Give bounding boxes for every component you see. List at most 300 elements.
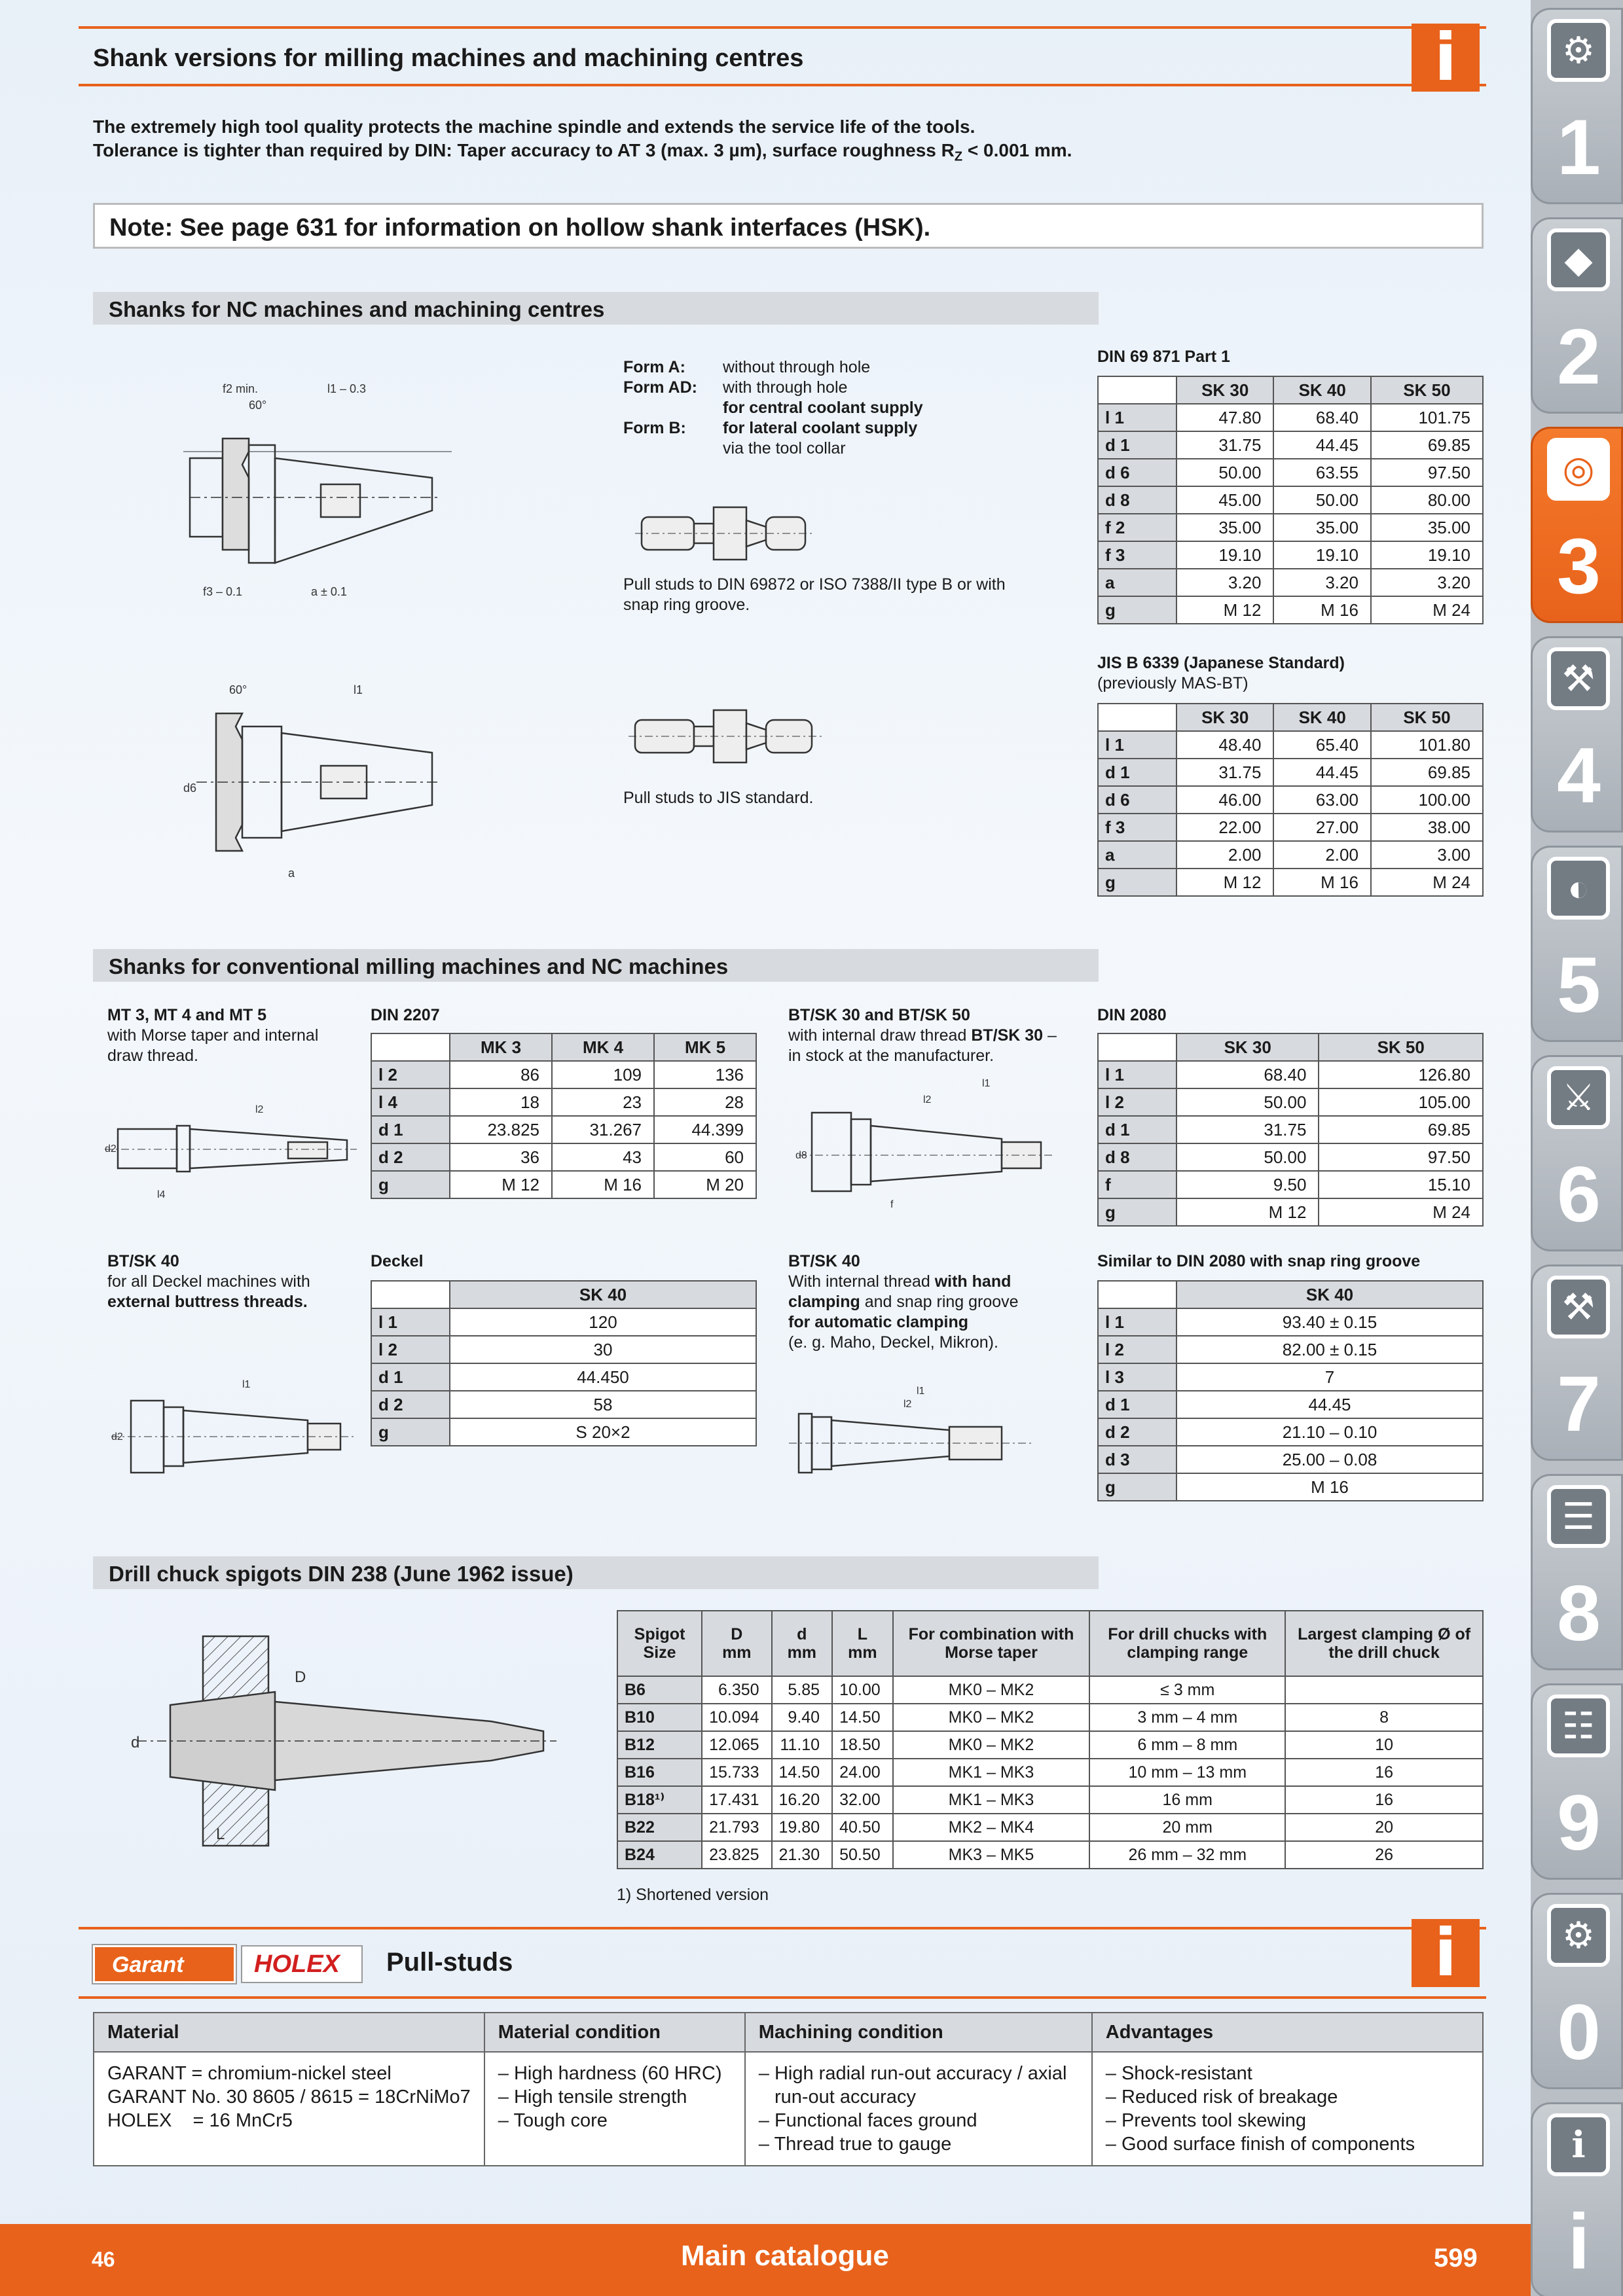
row-label: g (371, 1418, 450, 1446)
mt-desc: with Morse taper and internal draw thread. (107, 1026, 319, 1065)
cell-value: MK0 – MK2 (893, 1676, 1090, 1704)
hsk-note: Note: See page 631 for information on hollow shank interfaces (HSK). (93, 203, 1484, 249)
cell-value (1285, 1676, 1483, 1704)
cell-value: 3.00 (1371, 841, 1483, 869)
row-label: l 4 (371, 1088, 450, 1116)
cell-value: 36 (450, 1143, 552, 1171)
pull-studs-din-note: Pull studs to DIN 69872 or ISO 7388/II type B or with snap ring groove. (623, 575, 1006, 614)
row-label: g (1098, 869, 1176, 896)
cell-value: 21.793 (702, 1814, 771, 1841)
chapter-9-icon: ☷ (1547, 1695, 1610, 1757)
header-bottom-rule (79, 84, 1486, 86)
cell-value: M 12 (1176, 1198, 1319, 1226)
row-label: l 1 (1098, 731, 1176, 759)
list-line: – High hardness (60 HRC) (498, 2063, 722, 2084)
drill-header: D mm (702, 1611, 771, 1676)
cell-value: 16 (1285, 1759, 1483, 1786)
drawing-bt40-hand (786, 1381, 1034, 1499)
row-label: g (1098, 1473, 1176, 1501)
page-footer (0, 2224, 1531, 2296)
svg-text:a ± 0.1: a ± 0.1 (311, 585, 347, 598)
chapter-8-icon: ☰ (1547, 1485, 1610, 1548)
cell-value: 6.350 (702, 1676, 771, 1704)
spigot-size: B24 (617, 1841, 702, 1869)
chapter-2-icon: ◆ (1547, 228, 1610, 291)
bt30-desc: with internal draw thread BT/SK 30 – in stock at the manufacturer. (788, 1026, 1057, 1065)
cell-value: 45.00 (1176, 486, 1273, 514)
drill-spigot-row (617, 1676, 1483, 1704)
cell-value: MK0 – MK2 (893, 1704, 1090, 1731)
cell-value: 19.80 (772, 1814, 833, 1841)
cell-value: 69.85 (1371, 759, 1483, 786)
spigot-size: B16 (617, 1759, 702, 1786)
cell-value: 9.50 (1176, 1171, 1319, 1198)
snap-ring-table: SK 40 l 1 93.40 ± 0.15 l 2 82.00 ± 0.15 l 3 7 d 1 44.45 d 2 21.10 – 0.10 d 3 25.00 – 0.08 g M 16 (1097, 1280, 1484, 1501)
page-number-right: 599 (1434, 2244, 1478, 2272)
intro-text (93, 115, 1072, 169)
snap-ring-title: Similar to DIN 2080 with snap ring groove (1097, 1252, 1421, 1270)
cell-value: 20 mm (1089, 1814, 1285, 1841)
chapter-tab-3[interactable] (1531, 427, 1623, 623)
chapter-1-icon: ⚙ (1547, 19, 1610, 82)
snap-ring-row (1098, 1308, 1483, 1336)
din2080-row (1098, 1116, 1483, 1143)
bt40-hand-block (788, 1251, 1076, 1353)
cell-value: 28 (654, 1088, 756, 1116)
cell-value: 47.80 (1176, 404, 1273, 431)
chapter-tab-0[interactable] (1531, 1893, 1623, 2089)
row-label: d 2 (371, 1391, 450, 1418)
din2080-table: SK 30 SK 50 l 1 68.40 126.80 l 2 50.00 105.00 d 1 31.75 69.85 d 8 50.00 97.50 f 9.50 15.10 g M 12 M 24 (1097, 1033, 1484, 1227)
garant-logo: Garant (93, 1945, 236, 1983)
row-label: d 8 (1098, 1143, 1176, 1171)
list-line: – High radial run-out accuracy / axial (758, 2063, 1067, 2084)
cell-value: 23.825 (450, 1116, 552, 1143)
row-label: f 3 (1098, 541, 1176, 569)
cell-value: 50.00 (1176, 1088, 1319, 1116)
cell-value: 44.399 (654, 1116, 756, 1143)
chapter-tab-4[interactable] (1531, 636, 1623, 833)
bt40-deckel-desc-bold: external buttress threads. (107, 1293, 308, 1311)
row-label: d 6 (1098, 786, 1176, 814)
svg-text:l2: l2 (923, 1094, 932, 1105)
drill-spigot-row (617, 1759, 1483, 1786)
row-label: g (371, 1171, 450, 1198)
row-label: l 1 (1098, 1061, 1176, 1088)
cell-value: 86 (450, 1061, 552, 1088)
cell-value: 5.85 (772, 1676, 833, 1704)
drill-spigot-row (617, 1841, 1483, 1869)
cell-value: 48.40 (1176, 731, 1273, 759)
cell-value: 31.75 (1176, 431, 1273, 459)
cell-value: 32.00 (832, 1786, 893, 1814)
footer-title: Main catalogue (681, 2240, 889, 2272)
jis-row (1098, 731, 1483, 759)
section-drill-chuck-spigots: Drill chuck spigots DIN 238 (June 1962 issue) (93, 1556, 1099, 1589)
cell-value: 16 (1285, 1786, 1483, 1814)
din2207-row (371, 1116, 756, 1143)
drill-footnote: 1) Shortened version (617, 1886, 769, 1904)
snap-ring-row (1098, 1391, 1483, 1418)
cell-value: 93.40 ± 0.15 (1176, 1308, 1483, 1336)
row-label: d 8 (1098, 486, 1176, 514)
row-label: d 1 (1098, 1391, 1176, 1418)
cell-value: 2.00 (1273, 841, 1370, 869)
drill-header: Largest clamping Ø of the drill chuck (1285, 1611, 1483, 1676)
pull-stud-drawing-1 (635, 497, 812, 569)
cell-value: 50.00 (1273, 486, 1370, 514)
svg-text:L: L (216, 1825, 225, 1843)
row-label: d 1 (1098, 1116, 1176, 1143)
drawing-drill-spigot (98, 1623, 570, 1872)
din2080-row (1098, 1171, 1483, 1198)
cell-value: 16.20 (772, 1786, 833, 1814)
cell-value: 11.10 (772, 1731, 833, 1759)
jis-row (1098, 841, 1483, 869)
cell-value: 69.85 (1371, 431, 1483, 459)
chapter-number: 7 (1557, 1360, 1601, 1448)
din2080-title: DIN 2080 (1097, 1006, 1167, 1024)
din2207-row (371, 1143, 756, 1171)
chapter-number: 1 (1557, 103, 1601, 191)
cell-value: 7 (1176, 1363, 1483, 1391)
svg-text:d8: d8 (795, 1150, 807, 1161)
cell-value: 82.00 ± 0.15 (1176, 1336, 1483, 1363)
cell-value: 2.00 (1176, 841, 1273, 869)
cell-value: 10.094 (702, 1704, 771, 1731)
svg-text:f2 min.: f2 min. (223, 382, 259, 395)
drawing-din69871-shank (151, 373, 452, 609)
snap-ring-row (1098, 1473, 1483, 1501)
cell-value: 35.00 (1176, 514, 1273, 541)
row-label: f (1098, 1171, 1176, 1198)
cell-value: 3.20 (1371, 569, 1483, 596)
cell-value: 18.50 (832, 1731, 893, 1759)
snap-ring-row (1098, 1446, 1483, 1473)
deckel-title: Deckel (371, 1252, 424, 1270)
din69871-row (1098, 514, 1483, 541)
cell-value: 10 (1285, 1731, 1483, 1759)
list-line: – Reduced risk of breakage (1105, 2087, 1338, 2108)
row-label: l 2 (371, 1061, 450, 1088)
svg-text:l2: l2 (903, 1399, 912, 1410)
din69871-table: SK 30 SK 40 SK 50 l 1 47.80 68.40 101.75 d 1 31.75 44.45 69.85 d 6 50.00 63.55 97.50 d 8 45.00 50.00 80.00 f 2 35.00 35.00 35.00 f 3 19.10 19.10 19.10 a 3.20 3.20 3.20 g M 12 M 16 M 24 (1097, 376, 1484, 624)
list-line: GARANT = chromium-nickel steel (107, 2063, 392, 2084)
form-ad-desc: for central coolant supply (723, 399, 923, 417)
cell-value: 35.00 (1273, 514, 1370, 541)
cell-value: 15.733 (702, 1759, 771, 1786)
jis-title: JIS B 6339 (Japanese Standard) (1097, 654, 1345, 672)
svg-text:l1: l1 (982, 1078, 991, 1089)
bt30-title: BT/SK 30 and BT/SK 50 (788, 1006, 970, 1024)
svg-text:D: D (295, 1668, 306, 1686)
cell-value: MK3 – MK5 (893, 1841, 1090, 1869)
deckel-row (371, 1336, 756, 1363)
cell-value: 100.00 (1371, 786, 1483, 814)
chapter-tab-7[interactable] (1531, 1265, 1623, 1461)
row-label: d 6 (1098, 459, 1176, 486)
page-number-left: 46 (92, 2248, 115, 2271)
form-b-desc: via the tool collar (723, 439, 846, 457)
page-title: Shank versions for milling machines and machining centres (93, 45, 804, 72)
chapter-tabs (1531, 0, 1623, 2296)
chapter-7-icon: ⚒ (1547, 1276, 1610, 1338)
din2207-row (371, 1061, 756, 1088)
advantages-cell (1092, 2052, 1483, 2166)
chapter-tab-8[interactable] (1531, 1474, 1623, 1670)
cell-value: 14.50 (772, 1759, 833, 1786)
cell-value: 14.50 (832, 1704, 893, 1731)
cell-value: 3.20 (1273, 569, 1370, 596)
cell-value: 17.431 (702, 1786, 771, 1814)
din2207-row (371, 1171, 756, 1198)
pull-stud-drawing-2 (629, 700, 825, 772)
list-line: HOLEX = 16 MnCr5 (107, 2110, 293, 2131)
drawing-deckel (98, 1374, 360, 1492)
cell-value: MK1 – MK3 (893, 1759, 1090, 1786)
cell-value: 101.80 (1371, 731, 1483, 759)
cell-value: 12.065 (702, 1731, 771, 1759)
cell-value: 63.55 (1273, 459, 1370, 486)
din2207-row (371, 1088, 756, 1116)
cell-value: 120 (450, 1308, 756, 1336)
cell-value: S 20×2 (450, 1418, 756, 1446)
jis-subtitle: (previously MAS-BT) (1097, 674, 1249, 692)
chapter-tab-1[interactable] (1531, 8, 1623, 204)
cell-value: 21.10 – 0.10 (1176, 1418, 1483, 1446)
drawing-morse-taper (98, 1100, 360, 1204)
bt40-deckel-block (107, 1251, 343, 1312)
form-a: Form A: without through hole (623, 358, 871, 376)
chapter-i-icon: ℹ (1547, 2113, 1610, 2176)
cell-value: 22.00 (1176, 814, 1273, 841)
row-label: f 2 (1098, 514, 1176, 541)
cell-value: 25.00 – 0.08 (1176, 1446, 1483, 1473)
cell-value: 27.00 (1273, 814, 1370, 841)
cell-value: 9.40 (772, 1704, 833, 1731)
row-label: g (1098, 596, 1176, 624)
svg-text:d6: d6 (183, 781, 197, 795)
cell-value: 18 (450, 1088, 552, 1116)
intro-line-1: The extremely high tool quality protects the machine spindle and extends the service life of the tools. (93, 117, 976, 137)
form-b: Form B: for lateral coolant supply (623, 419, 918, 437)
din2080-row (1098, 1143, 1483, 1171)
deckel-row (371, 1418, 756, 1446)
cell-value: 44.450 (450, 1363, 756, 1391)
list-line: – Prevents tool skewing (1105, 2110, 1307, 2131)
svg-text:d: d (131, 1734, 140, 1751)
cell-value: M 16 (552, 1171, 654, 1198)
bt40-deckel-title: BT/SK 40 (107, 1252, 179, 1270)
cell-value: 10 mm – 13 mm (1089, 1759, 1285, 1786)
list-line: run-out accuracy (758, 2087, 916, 2108)
cell-value: 97.50 (1319, 1143, 1483, 1171)
cell-value: M 16 (1176, 1473, 1483, 1501)
chapter-number: 5 (1557, 941, 1601, 1029)
cell-value: 63.00 (1273, 786, 1370, 814)
din69871-row (1098, 404, 1483, 431)
cell-value: 109 (552, 1061, 654, 1088)
pullstuds-bottom-rule (79, 1996, 1486, 1999)
cell-value: 65.40 (1273, 731, 1370, 759)
list-line: – Good surface finish of components (1105, 2134, 1415, 2155)
svg-text:l1: l1 (917, 1386, 925, 1397)
chapter-tab-6[interactable] (1531, 1055, 1623, 1251)
drill-header: d mm (772, 1611, 833, 1676)
deckel-row (371, 1308, 756, 1336)
cell-value: 43 (552, 1143, 654, 1171)
cell-value: 44.45 (1273, 431, 1370, 459)
svg-text:l4: l4 (157, 1189, 166, 1200)
form-ad: Form AD: with through hole (623, 378, 848, 397)
chapter-4-icon: ⚒ (1547, 647, 1610, 710)
row-label: l 1 (371, 1308, 450, 1336)
bt40-hand-line3: for automatic clamping (788, 1313, 969, 1331)
svg-text:l1: l1 (354, 683, 363, 696)
list-line: – Shock-resistant (1105, 2063, 1252, 2084)
col-advantages: Advantages (1092, 2013, 1483, 2052)
drill-header: Spigot Size (617, 1611, 702, 1676)
cell-value: 26 (1285, 1841, 1483, 1869)
din69871-row (1098, 486, 1483, 514)
din69871-row (1098, 459, 1483, 486)
row-label: l 2 (1098, 1088, 1176, 1116)
jis-row (1098, 814, 1483, 841)
material-cell (94, 2052, 484, 2166)
jis-row (1098, 869, 1483, 896)
drawing-jis-shank (170, 674, 445, 890)
pullstuds-title: Pull-studs (386, 1948, 513, 1977)
col-material-condition: Material condition (484, 2013, 745, 2052)
spigot-size: B18¹⁾ (617, 1786, 702, 1814)
cell-value: 97.50 (1371, 459, 1483, 486)
cell-value: M 12 (1176, 869, 1273, 896)
cell-value: 19.10 (1176, 541, 1273, 569)
chapter-tab-i[interactable] (1531, 2102, 1623, 2296)
cell-value: MK2 – MK4 (893, 1814, 1090, 1841)
cell-value: 6 mm – 8 mm (1089, 1731, 1285, 1759)
row-label: d 1 (371, 1363, 450, 1391)
deckel-row (371, 1363, 756, 1391)
row-label: l 2 (371, 1336, 450, 1363)
cell-value: MK1 – MK3 (893, 1786, 1090, 1814)
svg-text:l1 – 0.3: l1 – 0.3 (327, 382, 367, 395)
row-label: d 2 (371, 1143, 450, 1171)
chapter-tab-9[interactable] (1531, 1683, 1623, 1880)
row-label: a (1098, 841, 1176, 869)
drill-spigot-row (617, 1704, 1483, 1731)
drill-spigot-row (617, 1731, 1483, 1759)
pullstuds-table (93, 2012, 1484, 2166)
pull-studs-jis-note: Pull studs to JIS standard. (623, 789, 814, 807)
drill-spigot-row (617, 1786, 1483, 1814)
cell-value: 24.00 (832, 1759, 893, 1786)
chapter-number: 6 (1557, 1151, 1601, 1238)
cell-value: M 16 (1273, 869, 1370, 896)
info-icon-pullstuds[interactable]: i (1412, 1919, 1480, 1987)
cell-value: M 24 (1371, 869, 1483, 896)
cell-value: 44.45 (1176, 1391, 1483, 1418)
svg-text:d2: d2 (111, 1431, 123, 1443)
col-material: Material (94, 2013, 484, 2052)
bt40-hand-line1: With internal thread with hand (788, 1272, 1012, 1291)
cell-value: 35.00 (1371, 514, 1483, 541)
cell-value: 16 mm (1089, 1786, 1285, 1814)
intro-line-2: Tolerance is tighter than required by DIN: Taper accuracy to AT 3 (max. 3 µm), surface roughness $R_Z < 0.001$ mm. (93, 140, 1072, 164)
cell-value: 21.30 (772, 1841, 833, 1869)
svg-text:60°: 60° (229, 683, 247, 696)
deckel-row (371, 1391, 756, 1418)
bt40-hand-line2: clamping and snap ring groove (788, 1293, 1019, 1311)
svg-text:l2: l2 (255, 1104, 264, 1115)
svg-text:a: a (288, 867, 295, 880)
section-nc-shanks: Shanks for NC machines and machining centres (93, 292, 1099, 325)
drill-header: L mm (832, 1611, 893, 1676)
cell-value: 3.20 (1176, 569, 1273, 596)
din2207-title: DIN 2207 (371, 1006, 440, 1024)
cell-value: 50.00 (1176, 1143, 1319, 1171)
mt-block (107, 1005, 343, 1066)
chapter-6-icon: ⚔ (1547, 1066, 1610, 1129)
chapter-tab-2[interactable] (1531, 217, 1623, 414)
jis-row (1098, 759, 1483, 786)
chapter-number: 2 (1557, 313, 1601, 401)
list-line: – Functional faces ground (758, 2110, 977, 2131)
bt30-block (788, 1005, 1063, 1066)
pullstuds-top-rule (79, 1927, 1486, 1929)
spigot-size: B6 (617, 1676, 702, 1704)
row-label: g (1098, 1198, 1176, 1226)
forms-list (623, 357, 923, 459)
snap-ring-row (1098, 1336, 1483, 1363)
row-label: d 3 (1098, 1446, 1176, 1473)
row-label: l 1 (1098, 1308, 1176, 1336)
din2080-row (1098, 1061, 1483, 1088)
row-label: l 2 (1098, 1336, 1176, 1363)
row-label: d 1 (1098, 431, 1176, 459)
cell-value: MK0 – MK2 (893, 1731, 1090, 1759)
spigot-size: B22 (617, 1814, 702, 1841)
din69871-row (1098, 431, 1483, 459)
drill-header: For drill chucks with clamping range (1089, 1611, 1285, 1676)
svg-text:d2: d2 (105, 1143, 117, 1155)
cell-value: 50.50 (832, 1841, 893, 1869)
cell-value: 126.80 (1319, 1061, 1483, 1088)
cell-value: M 16 (1273, 596, 1370, 624)
din69871-row (1098, 569, 1483, 596)
col-machining-condition: Machining condition (745, 2013, 1092, 2052)
spigot-size: B12 (617, 1731, 702, 1759)
cell-value: ≤ 3 mm (1089, 1676, 1285, 1704)
din2080-row (1098, 1088, 1483, 1116)
holex-logo: HOLEX (241, 1945, 363, 1983)
cell-value: 8 (1285, 1704, 1483, 1731)
jis-row (1098, 786, 1483, 814)
list-line: – Tough core (498, 2110, 608, 2131)
cell-value: 19.10 (1273, 541, 1370, 569)
cell-value: 68.40 (1273, 404, 1370, 431)
cell-value: 26 mm – 32 mm (1089, 1841, 1285, 1869)
cell-value: M 12 (1176, 596, 1273, 624)
cell-value: M 20 (654, 1171, 756, 1198)
info-icon[interactable]: i (1412, 24, 1480, 92)
cell-value: 15.10 (1319, 1171, 1483, 1198)
list-line: – High tensile strength (498, 2087, 687, 2108)
bt40-hand-title: BT/SK 40 (788, 1252, 860, 1270)
row-label: l 3 (1098, 1363, 1176, 1391)
din69871-title: DIN 69 871 Part 1 (1097, 348, 1230, 366)
chapter-tab-5[interactable] (1531, 846, 1623, 1042)
